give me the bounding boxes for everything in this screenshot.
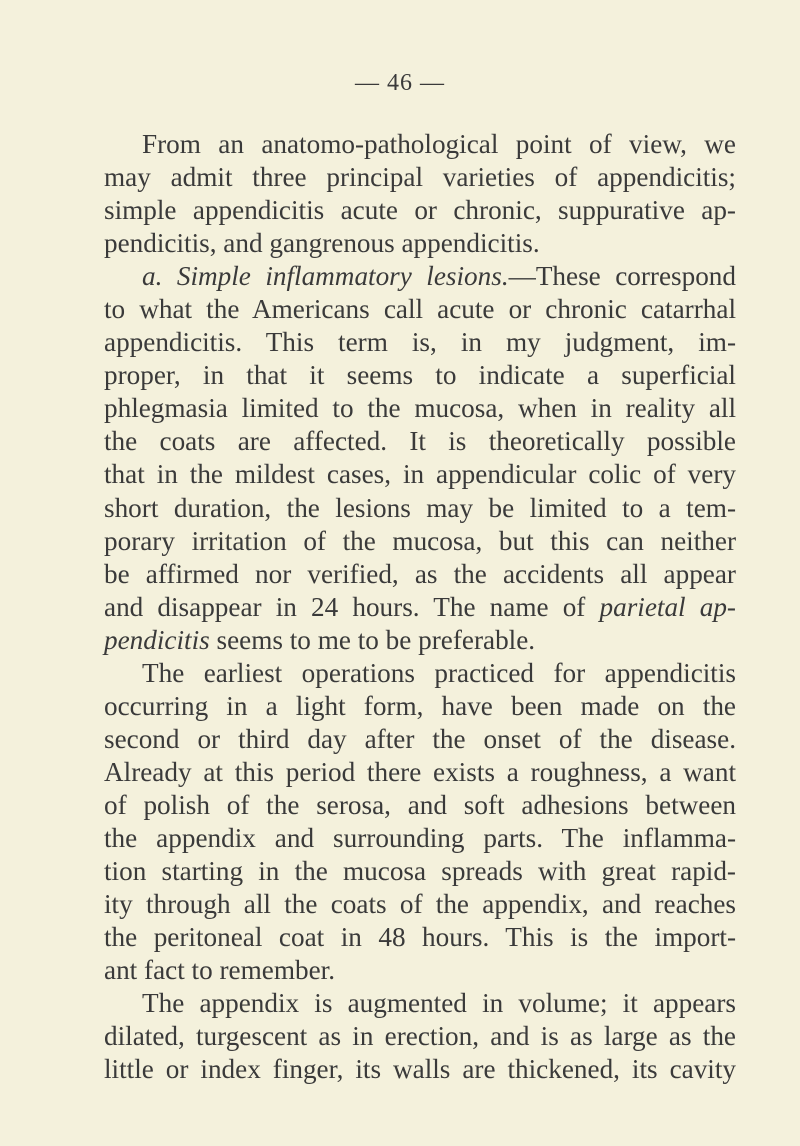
text-line: pendicitis, and gangrenous appendicitis. xyxy=(104,228,540,259)
text-fragment: —These correspond xyxy=(508,261,736,292)
section-letter: a. xyxy=(142,261,163,292)
text-line: that in the mildest cases, in appendicular colic of very xyxy=(104,459,736,490)
text-line xyxy=(104,624,736,657)
text-fragment: seems to me to be preferable. xyxy=(209,624,536,655)
text-line: ant fact to remember. xyxy=(104,955,335,986)
text-line: of polish of the serosa, and soft adhesions between xyxy=(104,789,736,820)
text-line: the peritoneal coat in 48 hours. This is the import- xyxy=(104,922,736,953)
text-line: little or index finger, its walls are thickened, its cavity xyxy=(104,1054,736,1085)
text-line: The appendix is augmented in volume; it appears xyxy=(142,988,736,1019)
text-line: simple appendicitis acute or chronic, suppurative ap- xyxy=(104,195,736,226)
paragraph-appendix-volume xyxy=(104,987,736,1086)
text-line: the coats are affected. It is theoretically possible xyxy=(104,426,736,457)
text-line: to what the Americans call acute or chronic catarrhal xyxy=(104,294,736,325)
text-line: second or third day after the onset of the disease. xyxy=(104,723,736,754)
text-line xyxy=(104,260,736,293)
text-line: The earliest operations practiced for appendicitis xyxy=(142,657,736,688)
text-line: be affirmed nor verified, as the accidents all appear xyxy=(104,558,736,589)
page-number: — 46 — xyxy=(355,70,445,96)
italic-term: parietal ap- xyxy=(599,591,736,622)
text-line xyxy=(104,591,736,624)
text-line: Already at this period there exists a roughness, a want xyxy=(104,756,736,787)
body-text xyxy=(104,128,736,1086)
text-line: dilated, turgescent as in erection, and is as large as the xyxy=(104,1021,736,1052)
text-line: the appendix and surrounding parts. The inflamma- xyxy=(104,822,736,853)
paragraph-varieties xyxy=(104,128,736,260)
text-line: porary irritation of the mucosa, but this can neither xyxy=(104,525,736,556)
text-line: short duration, the lesions may be limited to a tem- xyxy=(104,492,736,523)
text-line: ity through all the coats of the appendix, and reaches xyxy=(104,889,736,920)
paragraph-earliest-operations xyxy=(104,657,736,987)
text-line: From an anatomo-pathological point of view, we xyxy=(142,129,736,159)
text-line: appendicitis. This term is, in my judgment, im- xyxy=(104,327,736,358)
paragraph-simple-lesions xyxy=(104,260,736,657)
text-line: proper, in that it seems to indicate a superficial xyxy=(104,360,736,391)
section-heading: Simple inflammatory lesions. xyxy=(176,261,509,292)
text-line: may admit three principal varieties of appendicitis; xyxy=(104,162,736,193)
text-line: tion starting in the mucosa spreads with great rapid- xyxy=(104,856,736,887)
text-line: phlegmasia limited to the mucosa, when in reality all xyxy=(104,393,736,424)
text-fragment: and disappear in 24 hours. The name of xyxy=(104,591,586,622)
text-line: occurring in a light form, have been made on the xyxy=(104,690,736,721)
italic-term: pendicitis xyxy=(104,624,210,655)
